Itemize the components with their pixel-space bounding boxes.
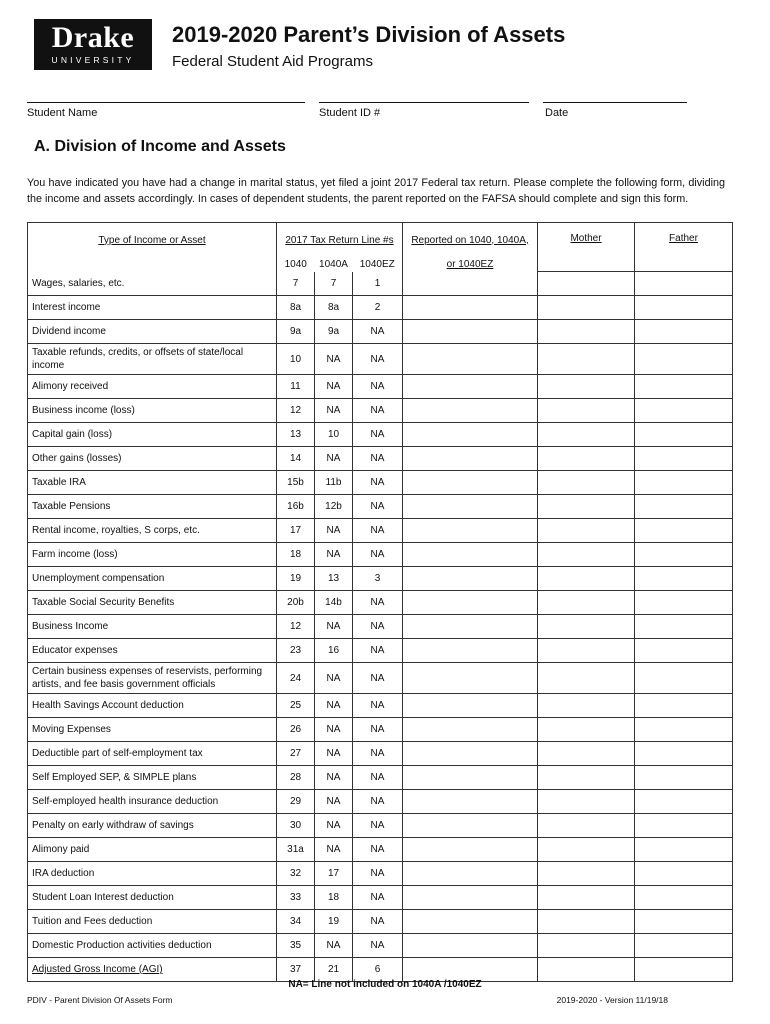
mother-cell[interactable] bbox=[538, 344, 635, 375]
table-row bbox=[28, 742, 733, 766]
father-cell[interactable] bbox=[635, 447, 733, 471]
line-1040: 15b bbox=[277, 471, 315, 495]
line-1040: 13 bbox=[277, 423, 315, 447]
table-row bbox=[28, 790, 733, 814]
table-row bbox=[28, 886, 733, 910]
mother-cell[interactable] bbox=[538, 471, 635, 495]
line-1040ez: NA bbox=[353, 399, 403, 423]
row-label bbox=[28, 886, 277, 910]
row-label bbox=[28, 543, 277, 567]
line-1040a: 21 bbox=[315, 958, 353, 982]
row-label-text: Business Income bbox=[32, 621, 109, 632]
line-1040a: NA bbox=[315, 519, 353, 543]
father-cell[interactable] bbox=[635, 375, 733, 399]
page-title: 2019-2020 Parent’s Division of Assets bbox=[172, 22, 566, 47]
mother-cell[interactable] bbox=[538, 814, 635, 838]
row-label bbox=[28, 694, 277, 718]
mother-cell[interactable] bbox=[538, 615, 635, 639]
line-1040a: NA bbox=[315, 742, 353, 766]
father-cell[interactable] bbox=[635, 471, 733, 495]
reported-cell[interactable] bbox=[403, 934, 538, 958]
reported-cell[interactable] bbox=[403, 639, 538, 663]
line-1040ez: NA bbox=[353, 639, 403, 663]
row-label-text: Moving Expenses bbox=[32, 724, 111, 735]
header-mother: Mother bbox=[538, 223, 635, 272]
row-label bbox=[28, 910, 277, 934]
father-cell[interactable] bbox=[635, 910, 733, 934]
table-row bbox=[28, 591, 733, 615]
mother-cell[interactable] bbox=[538, 567, 635, 591]
line-1040ez: NA bbox=[353, 814, 403, 838]
header-sub-1040: 1040 bbox=[277, 258, 315, 272]
line-1040a: 10 bbox=[315, 423, 353, 447]
reported-cell[interactable] bbox=[403, 471, 538, 495]
line-1040ez: NA bbox=[353, 615, 403, 639]
line-1040a: NA bbox=[315, 543, 353, 567]
logo-word: Drake bbox=[51, 21, 135, 54]
father-cell[interactable] bbox=[635, 615, 733, 639]
line-1040ez: NA bbox=[353, 718, 403, 742]
table-row bbox=[28, 639, 733, 663]
line-1040ez: NA bbox=[353, 790, 403, 814]
row-label bbox=[28, 742, 277, 766]
line-1040a: NA bbox=[315, 838, 353, 862]
na-note: NA= Line not included on 1040A /1040EZ bbox=[288, 979, 482, 990]
mother-cell[interactable] bbox=[538, 423, 635, 447]
reported-cell[interactable] bbox=[403, 272, 538, 296]
footer-version: 2019-2020 - Version 11/19/18 bbox=[556, 995, 668, 1005]
table-row bbox=[28, 615, 733, 639]
line-1040: 34 bbox=[277, 910, 315, 934]
row-label bbox=[28, 272, 277, 296]
line-1040: 23 bbox=[277, 639, 315, 663]
row-label-text: Interest income bbox=[32, 302, 101, 313]
reported-cell[interactable] bbox=[403, 447, 538, 471]
reported-cell[interactable] bbox=[403, 567, 538, 591]
table-row bbox=[28, 910, 733, 934]
table-row bbox=[28, 814, 733, 838]
student-id-label: Student ID # bbox=[319, 107, 381, 119]
father-cell[interactable] bbox=[635, 519, 733, 543]
line-1040: 32 bbox=[277, 862, 315, 886]
mother-cell[interactable] bbox=[538, 399, 635, 423]
reported-cell[interactable] bbox=[403, 423, 538, 447]
row-label bbox=[28, 718, 277, 742]
reported-cell[interactable] bbox=[403, 320, 538, 344]
table-row bbox=[28, 344, 733, 375]
row-label bbox=[28, 838, 277, 862]
row-label bbox=[28, 591, 277, 615]
father-cell[interactable] bbox=[635, 790, 733, 814]
header-sub-1040ez: 1040EZ bbox=[353, 258, 403, 272]
line-1040: 8a bbox=[277, 296, 315, 320]
mother-cell[interactable] bbox=[538, 718, 635, 742]
line-1040a: 9a bbox=[315, 320, 353, 344]
line-1040ez: NA bbox=[353, 495, 403, 519]
line-1040ez: 1 bbox=[353, 272, 403, 296]
row-label-text: Student Loan Interest deduction bbox=[32, 892, 174, 903]
father-cell[interactable] bbox=[635, 567, 733, 591]
father-cell[interactable] bbox=[635, 958, 733, 982]
footer-form-name: PDIV - Parent Division Of Assets Form bbox=[27, 995, 173, 1005]
mother-cell[interactable] bbox=[538, 495, 635, 519]
line-1040ez: NA bbox=[353, 543, 403, 567]
line-1040ez: 2 bbox=[353, 296, 403, 320]
row-label-text: Alimony received bbox=[32, 381, 109, 392]
line-1040ez: NA bbox=[353, 447, 403, 471]
row-label bbox=[28, 958, 277, 982]
mother-cell[interactable] bbox=[538, 910, 635, 934]
line-1040a: NA bbox=[315, 344, 353, 375]
row-label bbox=[28, 567, 277, 591]
line-1040a: NA bbox=[315, 375, 353, 399]
line-1040: 19 bbox=[277, 567, 315, 591]
row-label-text: Wages, salaries, etc. bbox=[32, 277, 125, 289]
header-father: Father bbox=[635, 223, 733, 272]
header-reported-2: or 1040EZ bbox=[403, 258, 538, 272]
father-cell[interactable] bbox=[635, 591, 733, 615]
row-label bbox=[28, 934, 277, 958]
line-1040a: 14b bbox=[315, 591, 353, 615]
reported-cell[interactable] bbox=[403, 344, 538, 375]
reported-cell[interactable] bbox=[403, 958, 538, 982]
reported-cell[interactable] bbox=[403, 399, 538, 423]
row-label-text: Adjusted Gross Income (AGI) bbox=[32, 964, 163, 975]
reported-cell[interactable] bbox=[403, 814, 538, 838]
line-1040a: 7 bbox=[315, 272, 353, 296]
reported-cell[interactable] bbox=[403, 886, 538, 910]
reported-cell[interactable] bbox=[403, 519, 538, 543]
table-row bbox=[28, 495, 733, 519]
mother-cell[interactable] bbox=[538, 934, 635, 958]
line-1040ez: NA bbox=[353, 423, 403, 447]
row-label bbox=[28, 471, 277, 495]
mother-cell[interactable] bbox=[538, 886, 635, 910]
line-1040: 28 bbox=[277, 766, 315, 790]
row-label-text: Capital gain (loss) bbox=[32, 429, 113, 440]
line-1040: 10 bbox=[277, 344, 315, 375]
reported-cell[interactable] bbox=[403, 694, 538, 718]
father-cell[interactable] bbox=[635, 495, 733, 519]
line-1040a: NA bbox=[315, 447, 353, 471]
row-label-text: IRA deduction bbox=[32, 868, 95, 879]
line-1040ez: NA bbox=[353, 742, 403, 766]
mother-cell[interactable] bbox=[538, 272, 635, 296]
row-label-text: Self Employed SEP, & SIMPLE plans bbox=[32, 772, 197, 783]
header-type: Type of Income or Asset bbox=[28, 223, 277, 258]
mother-cell[interactable] bbox=[538, 447, 635, 471]
line-1040: 25 bbox=[277, 694, 315, 718]
reported-cell[interactable] bbox=[403, 663, 538, 694]
line-1040a: NA bbox=[315, 766, 353, 790]
header-line: 2017 Tax Return Line #s bbox=[277, 223, 403, 258]
row-label-text: Taxable Pensions bbox=[32, 501, 111, 512]
income-assets-table bbox=[27, 222, 733, 982]
reported-cell[interactable] bbox=[403, 742, 538, 766]
line-1040: 17 bbox=[277, 519, 315, 543]
table-row bbox=[28, 519, 733, 543]
row-label-text: Health Savings Account deduction bbox=[32, 700, 184, 711]
line-1040ez: NA bbox=[353, 766, 403, 790]
date-label: Date bbox=[545, 107, 569, 119]
reported-cell[interactable] bbox=[403, 718, 538, 742]
line-1040: 18 bbox=[277, 543, 315, 567]
line-1040a: NA bbox=[315, 718, 353, 742]
header-reported: Reported on 1040, 1040A, bbox=[403, 223, 538, 258]
line-1040a: 16 bbox=[315, 639, 353, 663]
row-label-text: Deductible part of self-employment tax bbox=[32, 748, 203, 759]
line-1040: 26 bbox=[277, 718, 315, 742]
row-label-text: Taxable Social Security Benefits bbox=[32, 597, 175, 608]
line-1040ez: NA bbox=[353, 320, 403, 344]
page-subtitle: Federal Student Aid Programs bbox=[172, 53, 373, 70]
line-1040a: 12b bbox=[315, 495, 353, 519]
mother-cell[interactable] bbox=[538, 838, 635, 862]
section-heading: A. Division of Income and Assets bbox=[34, 138, 286, 155]
row-label-text: Penalty on early withdraw of savings bbox=[32, 820, 194, 831]
father-cell[interactable] bbox=[635, 296, 733, 320]
table-row bbox=[28, 320, 733, 344]
row-label-text: Self-employed health insurance deduction bbox=[32, 796, 219, 807]
line-1040ez: NA bbox=[353, 344, 403, 375]
table-row bbox=[28, 543, 733, 567]
row-label-text: Educator expenses bbox=[32, 645, 118, 656]
line-1040a: 13 bbox=[315, 567, 353, 591]
row-label-text: Farm income (loss) bbox=[32, 549, 118, 560]
table-row bbox=[28, 694, 733, 718]
line-1040: 30 bbox=[277, 814, 315, 838]
line-1040: 27 bbox=[277, 742, 315, 766]
line-1040ez: NA bbox=[353, 375, 403, 399]
logo-subtext: UNIVERSITY bbox=[51, 55, 135, 65]
line-1040a: 17 bbox=[315, 862, 353, 886]
father-cell[interactable] bbox=[635, 543, 733, 567]
line-1040: 16b bbox=[277, 495, 315, 519]
table-row bbox=[28, 718, 733, 742]
student-name-label: Student Name bbox=[27, 107, 98, 119]
row-label bbox=[28, 447, 277, 471]
line-1040ez: NA bbox=[353, 519, 403, 543]
line-1040ez: NA bbox=[353, 471, 403, 495]
father-cell[interactable] bbox=[635, 423, 733, 447]
student-name-line[interactable] bbox=[27, 102, 305, 103]
line-1040ez: NA bbox=[353, 886, 403, 910]
father-cell[interactable] bbox=[635, 814, 733, 838]
row-label bbox=[28, 495, 277, 519]
line-1040: 12 bbox=[277, 399, 315, 423]
father-cell[interactable] bbox=[635, 639, 733, 663]
row-label-text: Taxable IRA bbox=[32, 477, 86, 488]
line-1040ez: NA bbox=[353, 862, 403, 886]
row-label bbox=[28, 639, 277, 663]
mother-cell[interactable] bbox=[538, 320, 635, 344]
row-label bbox=[28, 375, 277, 399]
line-1040ez: NA bbox=[353, 934, 403, 958]
father-cell[interactable] bbox=[635, 934, 733, 958]
reported-cell[interactable] bbox=[403, 543, 538, 567]
intro-paragraph: You have indicated you have had a change in marital status, yet filed a joint 2017 Federal tax return. Please complete the following form, dividing the income and assets accordingly. In cases of dependent students, the parent reported on the FAFSA should complete and sign this form. bbox=[27, 177, 725, 205]
line-1040: 31a bbox=[277, 838, 315, 862]
line-1040: 33 bbox=[277, 886, 315, 910]
line-1040a: NA bbox=[315, 615, 353, 639]
table-row bbox=[28, 934, 733, 958]
line-1040: 12 bbox=[277, 615, 315, 639]
row-label-text: Alimony paid bbox=[32, 844, 90, 855]
father-cell[interactable] bbox=[635, 663, 733, 694]
row-label-text: Domestic Production activities deduction bbox=[32, 940, 212, 951]
row-label-text: Rental income, royalties, S corps, etc. bbox=[32, 525, 200, 536]
table-row bbox=[28, 862, 733, 886]
line-1040: 20b bbox=[277, 591, 315, 615]
father-cell[interactable] bbox=[635, 862, 733, 886]
mother-cell[interactable] bbox=[538, 375, 635, 399]
mother-cell[interactable] bbox=[538, 742, 635, 766]
line-1040ez: NA bbox=[353, 591, 403, 615]
row-label bbox=[28, 814, 277, 838]
row-label bbox=[28, 320, 277, 344]
line-1040a: NA bbox=[315, 399, 353, 423]
table-row bbox=[28, 663, 733, 694]
line-1040a: NA bbox=[315, 814, 353, 838]
mother-cell[interactable] bbox=[538, 296, 635, 320]
line-1040ez: NA bbox=[353, 694, 403, 718]
line-1040a: 18 bbox=[315, 886, 353, 910]
row-label bbox=[28, 663, 277, 694]
header-sub-1040a: 1040A bbox=[319, 259, 348, 270]
row-label bbox=[28, 766, 277, 790]
mother-cell[interactable] bbox=[538, 862, 635, 886]
table-row bbox=[28, 958, 733, 982]
line-1040ez: NA bbox=[353, 910, 403, 934]
reported-cell[interactable] bbox=[403, 591, 538, 615]
mother-cell[interactable] bbox=[538, 639, 635, 663]
line-1040ez: NA bbox=[353, 838, 403, 862]
reported-cell[interactable] bbox=[403, 838, 538, 862]
header-type-blank bbox=[28, 258, 277, 272]
line-1040: 24 bbox=[277, 663, 315, 694]
table-row bbox=[28, 375, 733, 399]
line-1040a: NA bbox=[315, 694, 353, 718]
row-label-text: Other gains (losses) bbox=[32, 453, 122, 464]
father-cell[interactable] bbox=[635, 344, 733, 375]
line-1040a: NA bbox=[315, 663, 353, 694]
mother-cell[interactable] bbox=[538, 591, 635, 615]
student-id-line[interactable] bbox=[319, 102, 529, 103]
reported-cell[interactable] bbox=[403, 495, 538, 519]
line-1040: 14 bbox=[277, 447, 315, 471]
row-label bbox=[28, 399, 277, 423]
line-1040: 7 bbox=[277, 272, 315, 296]
line-1040ez: 6 bbox=[353, 958, 403, 982]
father-cell[interactable] bbox=[635, 718, 733, 742]
father-cell[interactable] bbox=[635, 766, 733, 790]
table-row bbox=[28, 447, 733, 471]
father-cell[interactable] bbox=[635, 886, 733, 910]
father-cell[interactable] bbox=[635, 320, 733, 344]
reported-cell[interactable] bbox=[403, 910, 538, 934]
table-row bbox=[28, 399, 733, 423]
date-line[interactable] bbox=[543, 102, 687, 103]
father-cell[interactable] bbox=[635, 272, 733, 296]
father-cell[interactable] bbox=[635, 694, 733, 718]
row-label bbox=[28, 423, 277, 447]
row-label-text: Business income (loss) bbox=[32, 405, 135, 416]
reported-cell[interactable] bbox=[403, 296, 538, 320]
table-row bbox=[28, 567, 733, 591]
father-cell[interactable] bbox=[635, 399, 733, 423]
reported-cell[interactable] bbox=[403, 615, 538, 639]
line-1040ez: NA bbox=[353, 663, 403, 694]
table-row bbox=[28, 272, 733, 296]
reported-cell[interactable] bbox=[403, 375, 538, 399]
line-1040: 9a bbox=[277, 320, 315, 344]
mother-cell[interactable] bbox=[538, 790, 635, 814]
line-1040: 35 bbox=[277, 934, 315, 958]
table-row bbox=[28, 471, 733, 495]
table-row bbox=[28, 423, 733, 447]
row-label bbox=[28, 862, 277, 886]
line-1040a: NA bbox=[315, 934, 353, 958]
row-label bbox=[28, 296, 277, 320]
line-1040: 11 bbox=[277, 375, 315, 399]
reported-cell[interactable] bbox=[403, 862, 538, 886]
line-1040a: 19 bbox=[315, 910, 353, 934]
line-1040a: NA bbox=[315, 790, 353, 814]
mother-cell[interactable] bbox=[538, 694, 635, 718]
line-1040: 37 bbox=[277, 958, 315, 982]
line-1040a: 8a bbox=[315, 296, 353, 320]
table-row bbox=[28, 766, 733, 790]
line-1040: 29 bbox=[277, 790, 315, 814]
father-cell[interactable] bbox=[635, 742, 733, 766]
row-label-text: Taxable refunds, credits, or offsets of state/local income bbox=[32, 347, 244, 371]
row-label-text: Dividend income bbox=[32, 326, 106, 337]
mother-cell[interactable] bbox=[538, 543, 635, 567]
row-label bbox=[28, 790, 277, 814]
table-row bbox=[28, 838, 733, 862]
line-1040a: 11b bbox=[315, 471, 353, 495]
mother-cell[interactable] bbox=[538, 663, 635, 694]
drake-university-logo bbox=[34, 19, 152, 70]
mother-cell[interactable] bbox=[538, 766, 635, 790]
row-label bbox=[28, 519, 277, 543]
row-label-text: Certain business expenses of reservists, performing artists, and fee basis government officials bbox=[32, 666, 263, 690]
row-label bbox=[28, 344, 277, 375]
line-1040ez: 3 bbox=[353, 567, 403, 591]
mother-cell[interactable] bbox=[538, 958, 635, 982]
reported-cell[interactable] bbox=[403, 790, 538, 814]
row-label bbox=[28, 615, 277, 639]
father-cell[interactable] bbox=[635, 838, 733, 862]
row-label-text: Unemployment compensation bbox=[32, 573, 165, 584]
mother-cell[interactable] bbox=[538, 519, 635, 543]
table-row bbox=[28, 296, 733, 320]
reported-cell[interactable] bbox=[403, 766, 538, 790]
row-label-text: Tuition and Fees deduction bbox=[32, 916, 153, 927]
